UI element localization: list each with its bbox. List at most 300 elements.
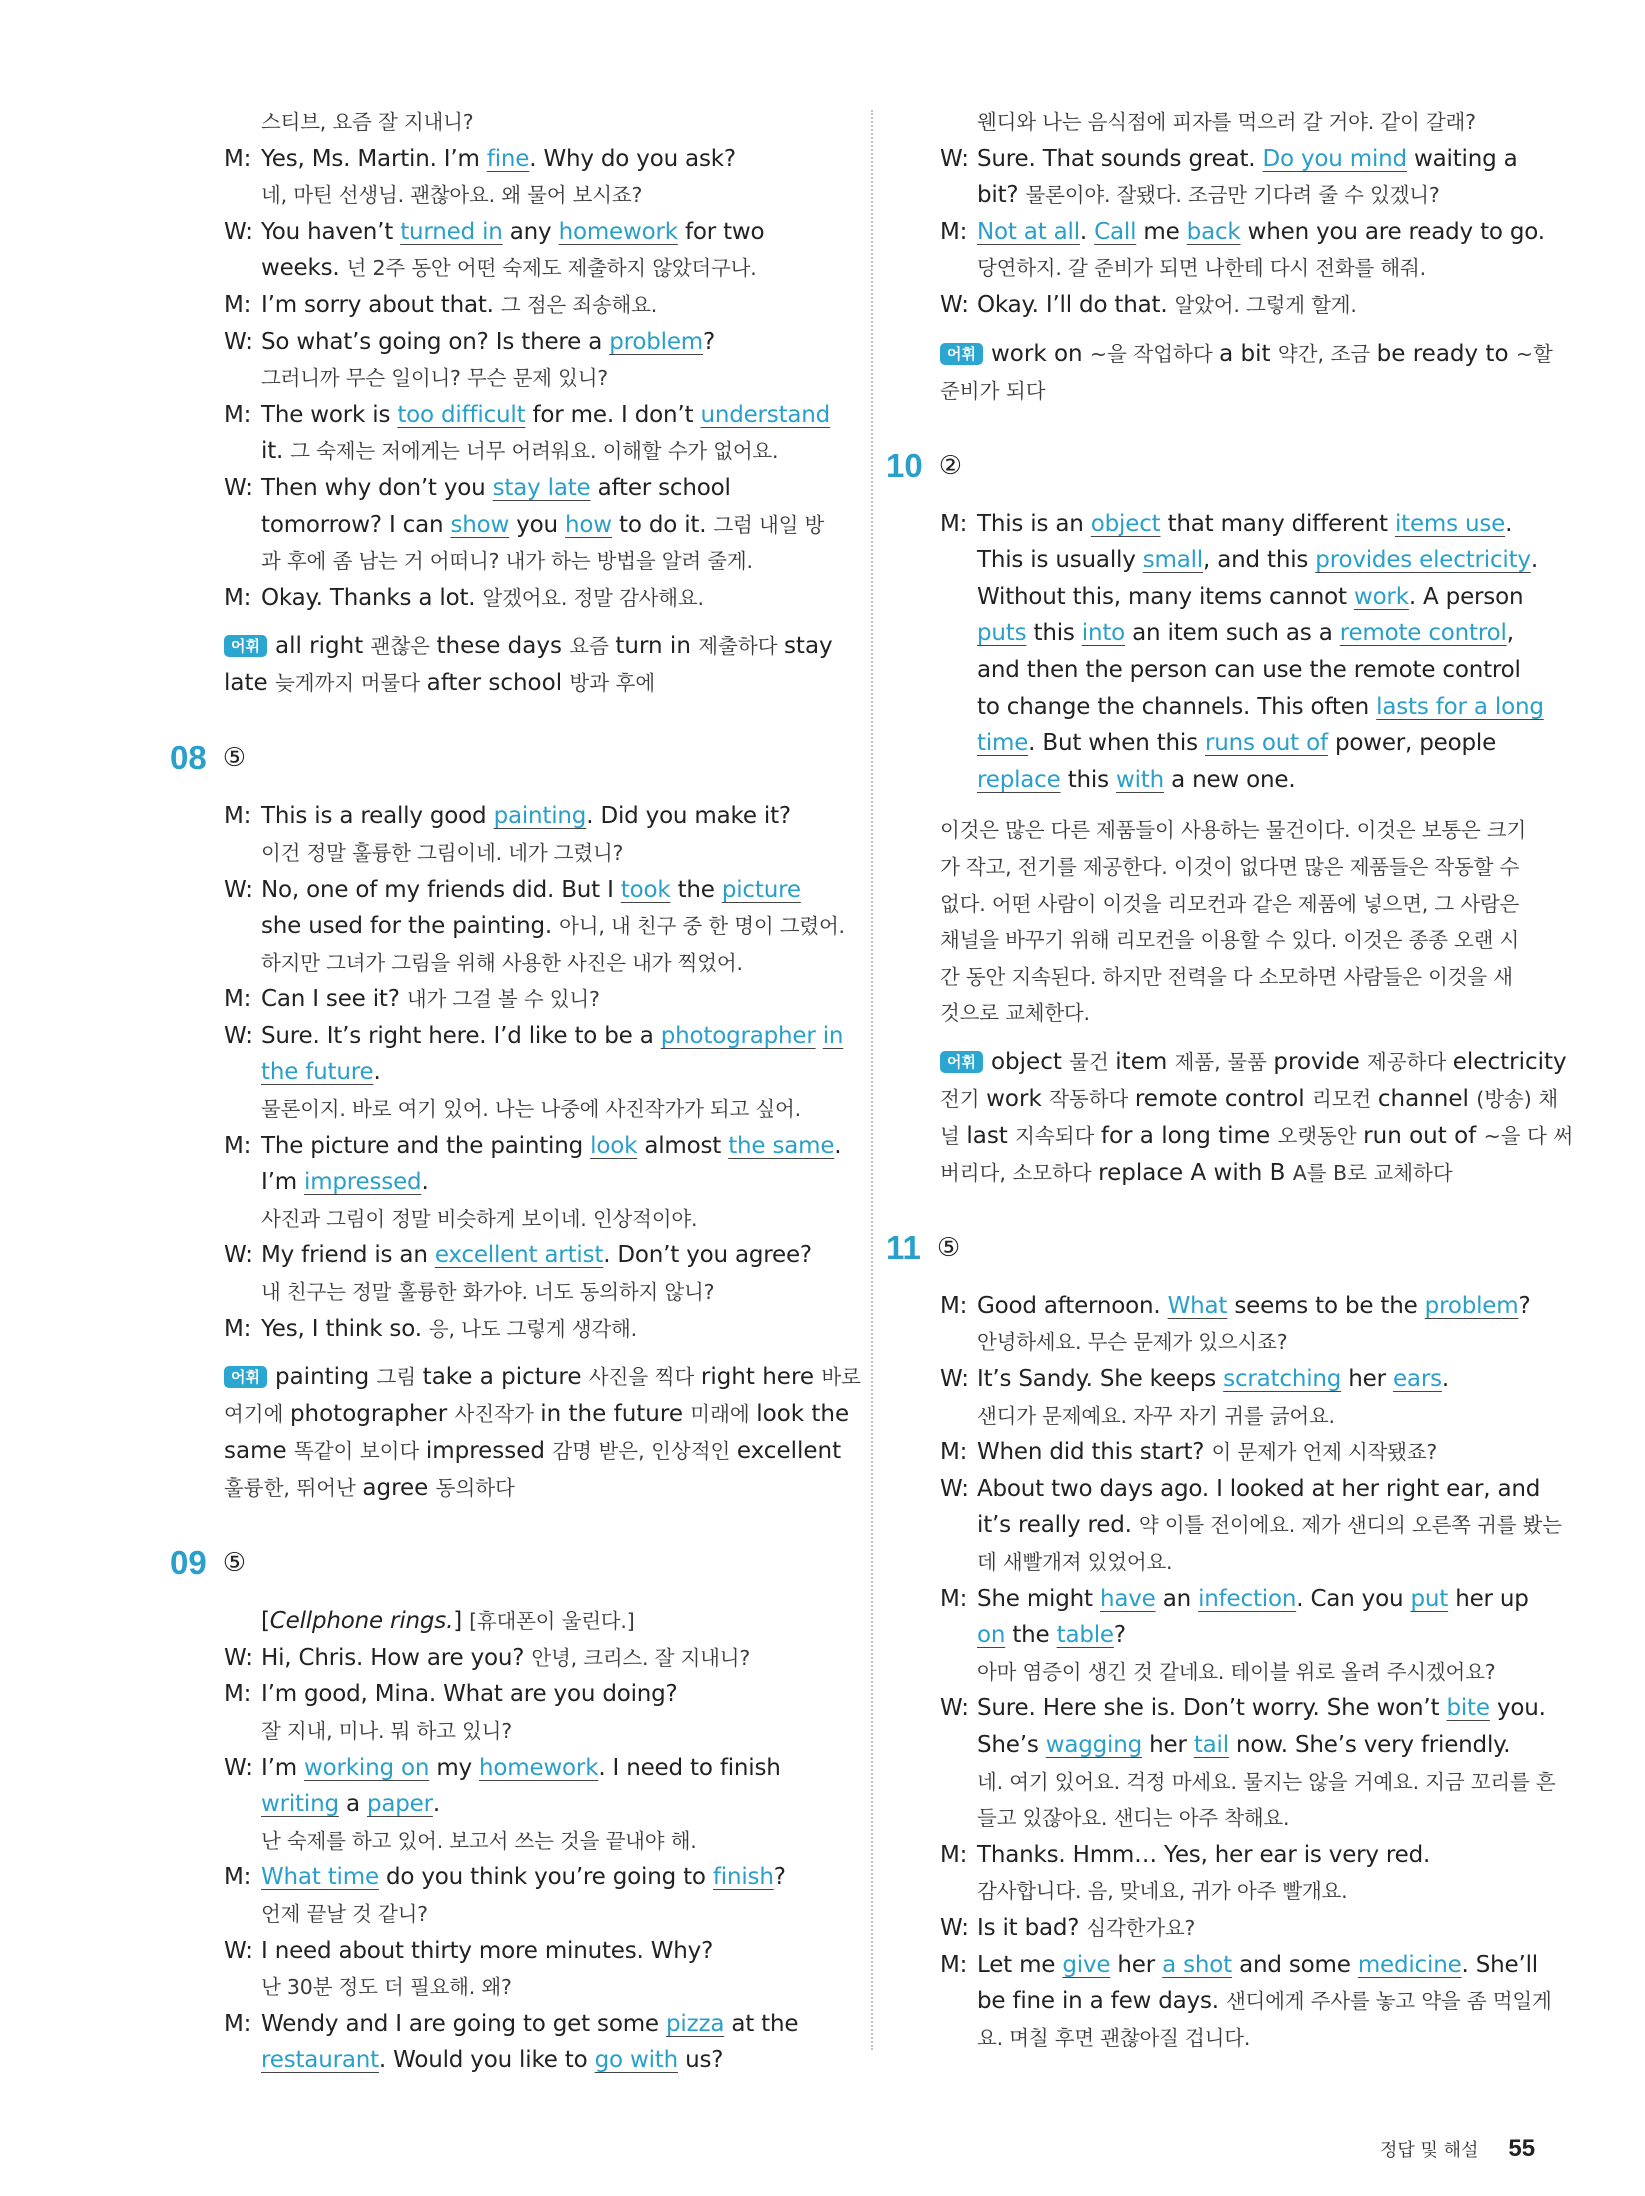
english-text: Good afternoon. (977, 1292, 1168, 1319)
translation-line (940, 849, 1560, 886)
english-text: this (1026, 620, 1082, 647)
korean-text: 아마 염증이 생긴 것 같네요. 테이블 위로 올려 주시겠어요? (977, 1659, 1496, 1684)
vocab-line (940, 1155, 1560, 1192)
korean-text: 난 30분 정도 더 필요해. 왜? (261, 1975, 512, 2000)
vocab-line (940, 373, 1560, 410)
speaker-label: W: (224, 328, 253, 355)
dialogue-line (224, 2042, 844, 2079)
question-number: 08 (170, 739, 207, 777)
korean-text: 네, 마틴 선생님. 괜찮아요. 왜 물어 보시죠? (261, 183, 643, 208)
stage-direction: Cellphone rings. (269, 1608, 454, 1635)
english-text: About two days ago. I looked at her right ear, and (977, 1475, 1541, 1502)
english-text: turn in (615, 633, 699, 660)
speaker-label: M: (940, 510, 968, 537)
english-text: [ (261, 1608, 270, 1635)
blank-answer: work (1353, 583, 1409, 610)
speaker-label: M: (940, 1841, 968, 1868)
vocab-line (224, 1433, 844, 1470)
dialogue-line (940, 177, 1560, 214)
korean-text: 안녕하세요. 무슨 문제가 있으시죠? (977, 1330, 1288, 1355)
dialogue-line (224, 580, 844, 617)
english-text: . But when this (1028, 730, 1205, 757)
english-text: her (1341, 1366, 1393, 1393)
dialogue-line (224, 1859, 844, 1896)
korean-text: 알겠어요. 정말 감사해요. (482, 585, 704, 610)
korean-text: 늦게까지 머물다 (274, 671, 427, 696)
translation-line (940, 812, 1560, 849)
blank-answer: medicine (1357, 1951, 1462, 1978)
dialogue-line (224, 1164, 844, 1201)
blank-answer: on (977, 1622, 1006, 1649)
blank-answer: finish (712, 1864, 774, 1891)
dialogue-line (224, 1128, 844, 1165)
english-text: When did this start? (977, 1439, 1212, 1466)
korean-text: 간 동안 지속된다. 하지만 전력을 다 소모하면 사람들은 이것을 새 (940, 964, 1513, 989)
blank-answer: give (1062, 1951, 1111, 1978)
korean-text: 넌 2주 동안 어떤 숙제도 제출하지 않았더구나. (346, 256, 757, 281)
korean-text: 사진과 그림이 정말 비슷하게 보이네. 인상적이야. (261, 1206, 698, 1231)
dialogue-line (940, 1983, 1560, 2020)
english-text: . Would you like to (378, 2047, 595, 2074)
blank-answer: replace (977, 766, 1061, 793)
speaker-label: M: (224, 1681, 252, 1708)
english-text: object (990, 1048, 1070, 1075)
speaker-label: M: (940, 1585, 968, 1612)
dialogue-line (224, 1750, 844, 1787)
question-08-heading (170, 740, 844, 776)
korean-text: 가 작고, 전기를 제공한다. 이것이 없다면 많은 제품들은 작동할 수 (940, 854, 1520, 879)
dialogue-line (224, 1969, 844, 2006)
english-text: bit? (977, 182, 1026, 209)
english-text: take a picture (422, 1364, 589, 1391)
english-text: I’m sorry about that. (261, 291, 501, 318)
english-text: . Don’t you agree? (603, 1242, 812, 1269)
english-text: I’m (261, 1754, 305, 1781)
english-text: at the (724, 2010, 799, 2037)
korean-text: 바로 (821, 1365, 861, 1390)
english-text: I’m good, Mina. What are you doing? (261, 1681, 678, 1708)
dialogue-line (224, 1676, 844, 1713)
dialogue-line (224, 287, 844, 324)
english-text: Yes, I think so. (261, 1315, 429, 1342)
blank-answer: problem (609, 328, 704, 355)
speaker-label: W: (940, 145, 969, 172)
english-text: waiting a (1406, 145, 1518, 172)
korean-text: 여기에 (224, 1402, 290, 1427)
korean-text: 그럼 내일 방 (713, 512, 825, 537)
korean-text: 감명 받은, 인상적인 (552, 1439, 737, 1464)
korean-text: 물건 (1069, 1049, 1116, 1074)
q10-translation (940, 812, 1560, 1032)
dialogue-line (224, 1054, 844, 1091)
english-text: an (1155, 1585, 1199, 1612)
english-text: almost (637, 1132, 729, 1159)
question-number: 09 (170, 1544, 207, 1582)
english-text: you. (1489, 1695, 1546, 1722)
speaker-label: W: (940, 1366, 969, 1393)
speaker-label: W: (940, 1475, 969, 1502)
question-number: 10 (886, 446, 923, 484)
english-text: . Did you make it? (586, 803, 791, 830)
blank-answer: go with (594, 2047, 678, 2074)
english-text: electricity (1452, 1048, 1567, 1075)
blank-answer: into (1081, 620, 1126, 647)
q07-vocabulary (224, 628, 844, 702)
english-text: . (1441, 1366, 1449, 1393)
english-text: This is usually (977, 547, 1143, 574)
speaker-label: M: (224, 986, 252, 1013)
blank-answer: Do you mind (1262, 145, 1407, 172)
english-text: a (338, 1791, 367, 1818)
english-text: after school (590, 474, 731, 501)
english-text: item (1115, 1048, 1175, 1075)
korean-text: 그 숙제는 저에게는 너무 어려워요. 이해할 수가 없어요. (290, 439, 779, 464)
dialogue-line (940, 1947, 1560, 1984)
vocab-badge: 어휘 (940, 1051, 983, 1073)
english-text: I need about thirty more minutes. Why? (261, 1937, 714, 1964)
speaker-label: W: (940, 1695, 969, 1722)
korean-text: 그 점은 죄송해요. (500, 292, 658, 317)
english-text: after school (426, 670, 570, 697)
korean-text: 동의하다 (435, 1476, 515, 1501)
english-text: You haven’t (261, 218, 401, 245)
korean-text: 없다. 어떤 사람이 이것을 리모컨과 같은 제품에 넣으면, 그 사람은 (940, 891, 1520, 916)
dialogue-line (224, 981, 844, 1018)
blank-answer: Call (1094, 218, 1137, 245)
speaker-label: M: (224, 1864, 252, 1891)
korean-text: 제출하다 (698, 634, 784, 659)
english-text: a new one. (1163, 766, 1296, 793)
korean-text: 내 친구는 정말 훌륭한 화가야. 너도 동의하지 않니? (261, 1280, 715, 1305)
speaker-label: W: (224, 1242, 253, 1269)
dialogue-line (940, 1727, 1560, 1764)
english-text: . (1505, 510, 1513, 537)
dialogue-line (224, 324, 844, 361)
dialogue-line (224, 872, 844, 909)
korean-text: 요즘 (569, 634, 616, 659)
speaker-label: W: (224, 218, 253, 245)
english-text: Is it bad? (977, 1914, 1087, 1941)
blank-answer: understand (700, 401, 831, 428)
vocab-badge: 어휘 (224, 635, 267, 657)
vocab-line (940, 1118, 1574, 1155)
english-text: . I need to finish (598, 1754, 781, 1781)
korean-text: 잘 지내, 미나. 뭐 하고 있니? (261, 1719, 512, 1743)
english-text: her up (1448, 1585, 1529, 1612)
english-text: the (1005, 1622, 1057, 1649)
english-text: that many different (1160, 510, 1395, 537)
english-text: channel (1377, 1085, 1477, 1112)
vocab-badge: 어휘 (940, 343, 983, 365)
dialogue-line (940, 1398, 1560, 1435)
english-text: ? (773, 1864, 786, 1891)
english-text: work on (990, 340, 1090, 367)
blank-answer: writing (261, 1791, 339, 1818)
vocab-line (224, 1470, 844, 1507)
korean-text: 작동하다 (1049, 1086, 1135, 1111)
dialogue-line (224, 1933, 844, 1970)
english-text: , (1506, 620, 1514, 647)
korean-text: 제품, 물품 (1174, 1049, 1274, 1074)
korean-text: [휴대폰이 울린다.] (469, 1609, 635, 1634)
dialogue-line (940, 506, 1560, 543)
english-text: impressed (425, 1438, 553, 1465)
korean-text: 과 후에 좀 남는 거 어떠니? 내가 하는 방법을 알려 줄게. (261, 549, 753, 574)
page-number: 55 (1508, 2135, 1536, 2162)
english-text: Without this, many items cannot (977, 583, 1354, 610)
speaker-label: M: (224, 584, 252, 611)
english-text: her (1142, 1732, 1194, 1758)
speaker-label: W: (940, 291, 969, 318)
english-text: be fine in a few days. (977, 1988, 1226, 2015)
question-11-heading (886, 1230, 1560, 1266)
blank-answer: small (1142, 547, 1203, 574)
english-text: I’m (261, 1169, 305, 1196)
dialogue-line (224, 1237, 844, 1274)
dialogue-line (224, 2006, 844, 2043)
dialogue-line (224, 908, 844, 945)
korean-text: ~을 작업하다 (1089, 341, 1220, 366)
blank-answer: infection (1198, 1585, 1297, 1612)
english-text: the (670, 876, 722, 903)
korean-text: 웬디와 나는 음식점에 피자를 먹으러 갈 거야. 같이 갈래? (977, 110, 1476, 134)
english-text: me (1136, 218, 1187, 245)
dialogue-line (940, 1471, 1560, 1508)
question-10-heading (886, 448, 1560, 484)
english-text: The picture and the painting (261, 1132, 591, 1159)
speaker-label: M: (940, 1951, 968, 1978)
korean-text: 언제 끝날 것 같니? (261, 1901, 428, 1926)
english-text: Hi, Chris. How are you? (261, 1644, 532, 1671)
blank-answer: too difficult (397, 401, 526, 428)
blank-answer: problem (1424, 1292, 1519, 1319)
page-footer (1380, 2135, 1535, 2163)
english-text (816, 1018, 823, 1055)
question-09-heading (170, 1545, 844, 1581)
korean-text: 지속되다 (1015, 1123, 1101, 1148)
english-text: to change the channels. This often (977, 693, 1377, 720)
vocab-line (940, 336, 1560, 373)
korean-text: 사진작가 (454, 1402, 541, 1427)
korean-text: 괜찮은 (370, 634, 437, 659)
q07-dialogue (224, 104, 844, 616)
speaker-label: W: (224, 1022, 253, 1049)
q09-vocabulary (940, 336, 1560, 410)
blank-answer: a shot (1162, 1951, 1232, 1978)
dialogue-line (940, 214, 1560, 251)
english-text: tomorrow? I can (261, 511, 451, 538)
english-text: an item such as a (1125, 620, 1340, 647)
blank-answer: painting (493, 803, 587, 830)
korean-text: 똑같이 보이다 (293, 1439, 426, 1464)
speaker-label: W: (224, 876, 253, 903)
footer-label: 정답 및 해설 (1380, 2140, 1479, 2161)
blank-answer: with (1115, 766, 1164, 793)
korean-text: 사진을 찍다 (588, 1365, 701, 1390)
translation-line (940, 886, 1560, 923)
dialogue-line (940, 615, 1560, 652)
korean-text: 안녕, 크리스. 잘 지내니? (531, 1645, 751, 1670)
korean-text: 하지만 그녀가 그림을 위해 사용한 사진은 내가 찍었어. (261, 950, 743, 975)
q08-dialogue (224, 798, 844, 1347)
korean-text: 이건 정말 훌륭한 그림이네. 네가 그렸니? (261, 840, 624, 865)
dialogue-line (224, 470, 844, 507)
dialogue-line (940, 1324, 1560, 1361)
korean-text: 스티브, 요즘 잘 지내니? (261, 110, 474, 134)
english-text: it. (261, 438, 291, 465)
vocab-badge: 어휘 (224, 1366, 267, 1388)
dialogue-line (224, 1091, 844, 1128)
english-text: This is a really good (261, 803, 494, 830)
korean-text: 널 (940, 1123, 967, 1148)
speaker-label: M: (224, 2010, 252, 2037)
dialogue-line (940, 2020, 1560, 2057)
english-text: for two (677, 218, 765, 245)
blank-answer: how (565, 511, 612, 538)
korean-text: 훌륭한, 뛰어난 (224, 1476, 363, 1501)
english-text: painting (274, 1364, 377, 1391)
english-text: . (432, 1791, 440, 1818)
english-text: and then the person can use the remote control (977, 656, 1521, 683)
english-text: . Why do you ask? (529, 145, 736, 172)
english-text: this (1060, 766, 1116, 793)
blank-answer: in (822, 1022, 844, 1049)
english-text: So what’s going on? Is there a (261, 328, 610, 355)
korean-text: 들고 있잖아요. 샌디는 아주 착해요. (977, 1806, 1290, 1831)
english-text: late (224, 670, 275, 697)
speaker-label: M: (224, 291, 252, 318)
dialogue-line (940, 1910, 1560, 1947)
korean-text: 응, 나도 그렇게 생각해. (428, 1316, 637, 1341)
english-text: replace A with B (1098, 1159, 1293, 1186)
dialogue-line (940, 1873, 1560, 1910)
dialogue-line (940, 1361, 1560, 1398)
korean-text: 데 새빨개져 있었어요. (977, 1550, 1173, 1575)
korean-text: 준비가 되다 (940, 378, 1046, 403)
dialogue-line (224, 1640, 844, 1677)
english-text: run out of (1363, 1122, 1484, 1149)
dialogue-line (224, 360, 844, 397)
dialogue-line (940, 579, 1560, 616)
blank-answer: Not at all (977, 218, 1080, 245)
dialogue-line (940, 689, 1560, 726)
speaker-label: M: (224, 1315, 252, 1342)
korean-text: 감사합니다. 음, 맞네요, 귀가 아주 빨개요. (977, 1879, 1348, 1904)
blank-answer: puts (977, 620, 1027, 647)
speaker-label: M: (940, 1439, 968, 1466)
dialogue-line (940, 287, 1560, 324)
blank-answer: paper (366, 1791, 433, 1818)
english-text: Okay. I’ll do that. (977, 291, 1175, 318)
english-text: . (1530, 547, 1538, 574)
dialogue-line (224, 835, 844, 872)
speaker-label: M: (940, 1292, 968, 1319)
blank-answer: time (977, 730, 1029, 757)
korean-text: 약간, 조금 (1277, 341, 1377, 366)
translation-line (940, 959, 1560, 996)
english-text: ? (703, 328, 716, 355)
blank-answer: ears (1392, 1366, 1442, 1393)
vocab-line (940, 1081, 1560, 1118)
korean-text: 내가 그걸 볼 수 있니? (406, 987, 600, 1012)
speaker-label: W: (224, 1644, 253, 1671)
dialogue-line (940, 725, 1560, 762)
english-text: in the future (540, 1401, 691, 1428)
speaker-label: M: (224, 803, 252, 830)
english-text: It’s Sandy. She keeps (977, 1366, 1224, 1393)
english-text: Wendy and I are going to get some (261, 2010, 666, 2037)
answer-mark: ⑤ (222, 743, 247, 774)
english-text: Can I see it? (261, 986, 407, 1013)
korean-text: ~할 (1515, 341, 1553, 366)
blank-answer: have (1099, 1585, 1156, 1612)
dialogue-line (940, 104, 1560, 141)
english-text: all right (274, 633, 371, 660)
english-text: ? (1113, 1622, 1126, 1649)
korean-text: 난 숙제를 하고 있어. 보고서 쓰는 것을 끝내야 해. (261, 1828, 697, 1853)
english-text: same (224, 1438, 294, 1465)
english-text: and some (1231, 1951, 1358, 1978)
korean-text: 이것은 많은 다른 제품들이 사용하는 물건이다. 이것은 보통은 크기 (940, 818, 1527, 843)
english-text: Okay. Thanks a lot. (261, 584, 483, 611)
english-text: excellent (736, 1438, 842, 1465)
english-text: her (1110, 1951, 1163, 1978)
english-text: . She’ll (1461, 1951, 1538, 1978)
english-text: weeks. (261, 255, 347, 282)
dialogue-line (224, 250, 844, 287)
korean-text: 방과 후에 (569, 671, 656, 696)
speaker-label: M: (224, 401, 252, 428)
dialogue-line (224, 1896, 844, 1933)
blank-answer: What (1167, 1292, 1228, 1319)
speaker-label: W: (224, 1937, 253, 1964)
english-text: . Can you (1296, 1585, 1411, 1612)
english-text: you (509, 511, 566, 538)
dialogue-line (224, 433, 844, 470)
english-text: work (986, 1085, 1050, 1112)
dialogue-line (224, 543, 844, 580)
english-text: any (502, 218, 559, 245)
english-text: right here (700, 1364, 822, 1391)
english-text: now. She’s very friendly. (1228, 1732, 1511, 1758)
korean-text: 아니, 내 친구 중 한 명이 그렸어. (559, 914, 845, 939)
english-text: Then why don’t you (261, 474, 493, 501)
dialogue-line (940, 1800, 1560, 1837)
english-text: agree (362, 1475, 436, 1502)
dialogue-line (224, 945, 844, 982)
dialogue-line (224, 141, 844, 178)
blank-answer: took (620, 876, 671, 903)
english-text: do you think you’re going to (378, 1864, 713, 1891)
vocab-line (224, 628, 844, 665)
dialogue-line (940, 1581, 1560, 1618)
korean-text: 샌디가 문제예요. 자꾸 자기 귀를 긁어요. (977, 1403, 1335, 1428)
speaker-label: M: (224, 1132, 252, 1159)
blank-answer: back (1186, 218, 1241, 245)
korean-text: (방송) 채 (1476, 1086, 1559, 1111)
dialogue-line (224, 1274, 844, 1311)
korean-text: 채널을 바꾸기 위해 리모컨을 이용할 수 있다. 이것은 종종 오랜 시 (940, 928, 1520, 953)
blank-answer: look (590, 1132, 638, 1159)
dialogue-line (224, 1823, 844, 1860)
blank-answer: provides electricity (1315, 547, 1531, 574)
dialogue-line (224, 1311, 844, 1348)
korean-text: 오랫동안 (1277, 1123, 1364, 1148)
right-column (886, 104, 1574, 2056)
translation-line (940, 922, 1560, 959)
blank-answer: restaurant (261, 2047, 379, 2074)
korean-text: A를 B로 교체하다 (1292, 1160, 1453, 1185)
